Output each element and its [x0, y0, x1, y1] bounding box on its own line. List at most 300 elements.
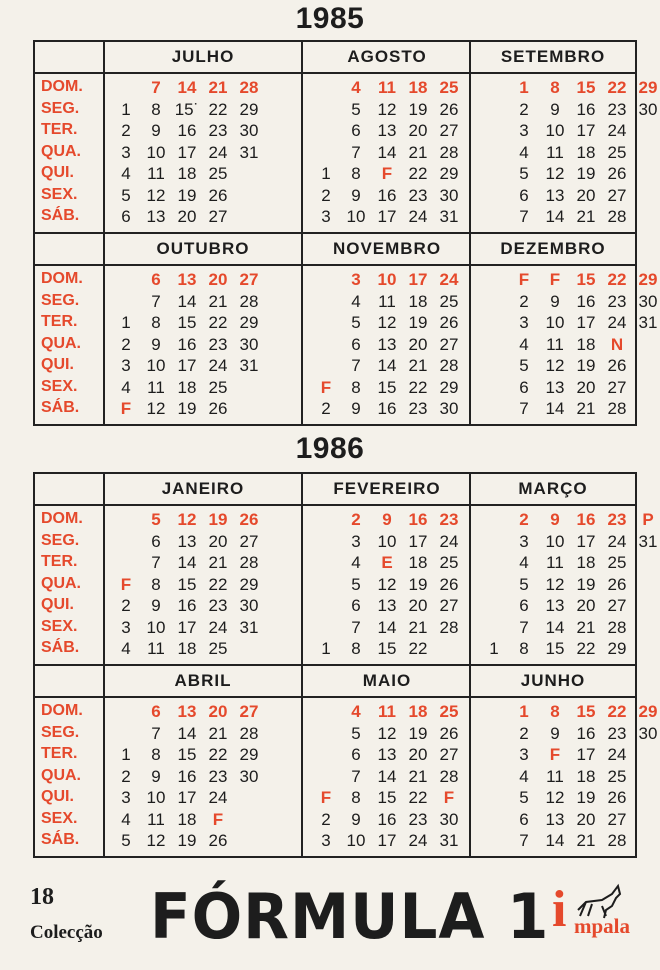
month-name: OUTUBRO: [156, 239, 250, 258]
calendar-day: 13: [377, 121, 397, 140]
calendar-day: 18: [177, 377, 197, 397]
calendar-day: 13: [545, 809, 565, 829]
calendar-day: 29: [239, 574, 259, 594]
day-name-label: DOM.: [41, 78, 83, 95]
calendar-day: E: [381, 553, 393, 572]
calendar-day: F: [120, 574, 132, 594]
calendar-day: 5: [121, 185, 131, 205]
calendar-day: F: [320, 788, 332, 807]
calendar-day: 15: [177, 574, 197, 594]
month-name: ABRIL: [174, 671, 232, 690]
calendar-day: 20: [408, 745, 428, 764]
calendar-day: 14: [377, 617, 397, 637]
calendar-day: 20: [576, 809, 596, 829]
calendar-day: 6: [151, 531, 161, 551]
calendar-day: 10: [146, 788, 166, 807]
calendar-day: 19: [408, 574, 428, 594]
calendar-day: 18: [408, 702, 428, 721]
calendar-day: 25: [208, 639, 228, 658]
calendar-day: 3: [519, 745, 529, 764]
calendar-day: 12: [146, 399, 166, 418]
calendar-day: 12: [146, 185, 166, 205]
calendar-day: 13: [377, 596, 397, 615]
calendar-day: 10: [146, 617, 166, 637]
calendar-day: 21: [208, 78, 228, 97]
day-name-label: DOM.: [41, 702, 83, 719]
calendar-day: 20: [408, 334, 428, 354]
calendar-day: 8: [550, 78, 560, 97]
calendar-day: 24: [208, 617, 228, 637]
calendar-day: 8: [151, 313, 161, 332]
calendar-day: 18: [177, 164, 197, 183]
calendar-day: 24: [607, 313, 627, 332]
calendar-day: 17: [408, 270, 428, 289]
calendar-day: 2: [121, 334, 131, 354]
calendar-day: 1: [489, 639, 499, 658]
calendar-day: 12: [377, 313, 397, 332]
calendar-day: 2: [321, 809, 331, 829]
calendar-day: 23: [607, 99, 627, 119]
month-name: MARÇO: [518, 479, 588, 498]
calendar-day: 22: [408, 788, 428, 807]
calendar-day: 17: [377, 207, 397, 226]
calendar-day: 9: [550, 723, 560, 743]
calendar-day: 26: [607, 788, 627, 807]
month-block: [35, 42, 658, 232]
calendar-day: 8: [351, 377, 361, 397]
calendar-day: 10: [146, 356, 166, 375]
calendar-day: 11: [378, 78, 396, 97]
calendar-day: 28: [439, 356, 459, 375]
calendar-day: 6: [351, 121, 361, 140]
calendar-day: 30: [638, 99, 658, 119]
calendar-day: 2: [519, 99, 529, 119]
calendar-day: 12: [545, 574, 565, 594]
calendar-day: 8: [351, 639, 361, 658]
calendar-day: 7: [351, 766, 361, 786]
calendar-day: 7: [519, 831, 529, 850]
calendar-day: 24: [408, 207, 428, 226]
calendar-day: F: [549, 745, 561, 764]
calendar-day: 3: [321, 831, 331, 850]
calendar-day: 27: [208, 207, 228, 226]
calendar-day: 15: [576, 78, 596, 97]
calendar-day: 30: [239, 334, 259, 354]
calendar-day: 14: [177, 291, 197, 311]
calendar-day: 3: [121, 142, 131, 162]
calendar-day: 30: [439, 809, 459, 829]
calendar-day: 17: [177, 617, 197, 637]
calendar-day: 27: [439, 121, 459, 140]
calendar-day: 23: [208, 596, 228, 615]
calendar-day: 29: [607, 639, 627, 658]
calendar-day: 30: [439, 185, 459, 205]
calendar-day: 22: [408, 639, 428, 658]
calendar-day: 23: [408, 809, 428, 829]
calendar-day: 12: [545, 356, 565, 375]
year-heading: 1985: [295, 2, 365, 35]
calendar-day: 18: [408, 291, 428, 311]
calendar-day: 31: [439, 831, 459, 850]
calendar-day: 5: [519, 164, 529, 183]
calendar-day: 16: [177, 334, 197, 354]
calendar-day: 14: [545, 831, 565, 850]
calendar-day: 13: [177, 270, 197, 289]
calendar-day: 11: [147, 639, 165, 658]
calendar-day: 16: [408, 510, 428, 529]
month-name: JUNHO: [520, 671, 586, 690]
calendar-day: 25: [439, 291, 459, 311]
calendar-day: 24: [439, 270, 459, 289]
month-block: [35, 666, 658, 856]
calendar-day: 13: [377, 334, 397, 354]
calendar-day: 29: [439, 377, 459, 397]
calendar-day: N: [610, 334, 624, 354]
calendar-day: 9: [351, 399, 361, 418]
calendar-day: 19: [408, 723, 428, 743]
day-name-label: SÁB.: [41, 399, 80, 416]
day-name-label: SEX.: [41, 809, 78, 827]
calendar-day: 14: [545, 617, 565, 637]
calendar-day: 7: [151, 723, 161, 743]
calendar-day: 4: [519, 142, 529, 162]
calendar-day: 6: [519, 185, 529, 205]
calendar-day: 16: [377, 399, 397, 418]
calendar-day: 27: [439, 334, 459, 354]
calendar-day: 25: [439, 553, 459, 572]
day-name-label: TER.: [41, 745, 78, 762]
day-name-label: QUI.: [41, 356, 74, 373]
calendar-day: 19: [408, 313, 428, 332]
calendar-day: 31: [239, 356, 259, 375]
calendar-day: 14: [545, 399, 565, 418]
calendar-table: [33, 40, 658, 426]
calendar-day: 16: [576, 723, 596, 743]
calendar-day: 19: [177, 399, 197, 418]
calendar-day: 16: [576, 291, 596, 311]
calendar-day: 3: [519, 531, 529, 551]
calendar-day: 19: [576, 164, 596, 183]
calendar-day: 5: [519, 574, 529, 594]
calendar-day: 14: [377, 356, 397, 375]
day-name-label: DOM.: [41, 510, 83, 527]
calendar-day: 27: [439, 596, 459, 615]
calendar-day: 11: [546, 142, 564, 162]
calendar-day: 25: [439, 702, 459, 721]
calendar-day: 4: [351, 702, 361, 721]
calendar-day: 29: [239, 99, 259, 119]
calendar-day: 24: [208, 142, 228, 162]
calendar-day: 17: [377, 831, 397, 850]
calendar-day: 28: [607, 617, 627, 637]
calendar-day: 7: [151, 553, 161, 572]
calendar-day: 15: [177, 745, 197, 764]
calendar-day: 15: [177, 313, 197, 332]
calendar-day: 13: [177, 702, 197, 721]
calendar-day: 28: [239, 553, 259, 572]
calendar-day: 17: [576, 121, 596, 140]
calendar-day: 11: [378, 291, 396, 311]
calendar-day: 9: [351, 809, 361, 829]
day-name-label: SEX.: [41, 377, 78, 395]
calendar-day: 26: [239, 510, 259, 529]
calendar-day: 2: [351, 510, 361, 529]
impala-i-letter: i: [552, 881, 567, 938]
calendar-day: 22: [607, 270, 627, 289]
calendar-day: 31: [638, 531, 658, 551]
calendar-day: 8: [151, 574, 161, 594]
calendar-day: 29: [638, 78, 658, 97]
calendar-day: 5: [351, 99, 361, 119]
calendar-day: 22: [408, 377, 428, 397]
calendar-day: 31: [638, 313, 658, 332]
calendar-day: 6: [519, 809, 529, 829]
calendar-day: 24: [607, 745, 627, 764]
calendar-day: 4: [351, 78, 361, 97]
calendar-day: 19: [208, 510, 228, 529]
calendar-day: 15: [377, 377, 397, 397]
calendar-day: 10: [346, 207, 366, 226]
calendar-day: 26: [439, 313, 459, 332]
calendar-day: 28: [607, 399, 627, 418]
year-heading: 1986: [295, 432, 365, 465]
calendar-day: 21: [408, 356, 428, 375]
calendar-table: [33, 472, 658, 858]
calendar-day: 14: [545, 207, 565, 226]
calendar-day: 22: [408, 164, 428, 183]
calendar-day: 20: [576, 377, 596, 397]
calendar-day: 21: [408, 617, 428, 637]
calendar-day: 18: [576, 553, 596, 572]
calendar-day: 27: [607, 596, 627, 615]
calendar-day: 30: [239, 766, 259, 786]
calendar-day: F: [518, 270, 530, 289]
calendar-day: 24: [208, 788, 228, 807]
calendar-day: 25: [208, 164, 228, 183]
day-name-label: QUI.: [41, 788, 74, 805]
calendar-day: 27: [607, 185, 627, 205]
calendar-day: 10: [346, 831, 366, 850]
calendar-day: 29: [239, 313, 259, 332]
calendar-day: 25: [607, 553, 627, 572]
calendar-day: 6: [351, 334, 361, 354]
day-name-label: TER.: [41, 313, 78, 330]
calendar-day: 6: [519, 377, 529, 397]
calendar-day: 21: [576, 207, 596, 226]
calendar-day: 7: [519, 399, 529, 418]
calendar-day: 11: [546, 766, 564, 786]
day-name-label: SEG.: [41, 723, 80, 741]
calendar-day: 17: [177, 142, 197, 162]
calendar-day: 8: [351, 788, 361, 807]
calendar-day: 12: [177, 510, 197, 529]
calendar-day: 28: [607, 831, 627, 850]
calendar-day: 1: [519, 702, 529, 721]
day-name-label: SÁB.: [41, 207, 80, 224]
calendar-day: 4: [519, 553, 529, 572]
calendar-day: 16: [576, 99, 596, 119]
calendar-day: 13: [146, 207, 166, 226]
calendar-day: 30: [638, 723, 658, 743]
calendar-day: 17: [576, 745, 596, 764]
calendar-day: 9: [151, 334, 161, 354]
calendar-day: 1: [121, 313, 131, 332]
month-block: [35, 234, 658, 424]
day-name-label: QUI.: [41, 596, 74, 613]
calendar-day: 16: [177, 121, 197, 140]
calendar-day: 18: [576, 334, 596, 354]
calendar-day: 29: [638, 270, 658, 289]
calendar-day: 11: [546, 334, 564, 354]
calendar-day: 17: [576, 313, 596, 332]
calendar-day: 5: [519, 788, 529, 807]
calendar-day: 15: [377, 788, 397, 807]
calendar-day: 23: [208, 121, 228, 140]
calendar-day: 26: [208, 185, 228, 205]
calendar-day: 14: [377, 142, 397, 162]
calendar-day: 3: [121, 356, 131, 375]
calendar-day: 23: [607, 510, 627, 529]
calendar-day: 13: [545, 185, 565, 205]
calendar-day: 6: [121, 207, 131, 226]
calendar-day: 10: [545, 313, 565, 332]
calendar-day: 20: [408, 596, 428, 615]
calendar-day: 20: [208, 702, 228, 721]
calendar-day: 23: [607, 723, 627, 743]
calendar-day: 20: [576, 596, 596, 615]
calendar-day: 19: [576, 356, 596, 375]
month-name: AGOSTO: [347, 47, 427, 66]
month-name: JANEIRO: [161, 479, 245, 498]
month-name: SETEMBRO: [500, 47, 606, 66]
day-name-label: QUA.: [41, 142, 81, 160]
calendar-day: 9: [151, 596, 161, 615]
calendar-day: 20: [208, 531, 228, 551]
calendar-day: 14: [177, 553, 197, 572]
day-name-label: SEG.: [41, 291, 80, 309]
month-name: FEVEREIRO: [333, 479, 441, 498]
calendar-day: 15: [377, 639, 397, 658]
calendar-day: 26: [208, 399, 228, 418]
calendar-day: 13: [177, 531, 197, 551]
calendar-day: 16: [377, 809, 397, 829]
calendar-day: 22: [607, 78, 627, 97]
calendar-day: 10: [146, 142, 166, 162]
calendar-day: 21: [208, 291, 228, 311]
calendar-day: 27: [239, 702, 259, 721]
calendar-day: 29: [439, 164, 459, 183]
calendar-day: 18: [576, 766, 596, 786]
day-name-label: SEG.: [41, 99, 80, 117]
calendar-day: 24: [607, 531, 627, 551]
calendar-day: 27: [607, 377, 627, 397]
calendar-day: 25: [439, 78, 459, 97]
calendar-day: 19: [408, 99, 428, 119]
calendar-day: 14: [177, 78, 197, 97]
calendar-day: 20: [576, 185, 596, 205]
calendar-day: 26: [439, 99, 459, 119]
card-number: 18: [30, 884, 54, 910]
calendar-day: 27: [239, 270, 259, 289]
calendar-day: 18: [408, 78, 428, 97]
calendar-day: 24: [439, 531, 459, 551]
day-name-label: QUA.: [41, 574, 81, 592]
day-name-label: SEG.: [41, 531, 80, 549]
calendar-day: 25: [607, 142, 627, 162]
calendar-day: 10: [377, 531, 397, 551]
calendar-day: 2: [519, 291, 529, 311]
calendar-day: 27: [239, 531, 259, 551]
calendar-day: 8: [351, 164, 361, 183]
calendar-day: 15: [576, 702, 596, 721]
calendar-day: 22: [208, 745, 228, 764]
calendar-day: P: [642, 510, 654, 529]
month-name: DEZEMBRO: [500, 239, 606, 258]
day-name-label: QUA.: [41, 766, 81, 784]
calendar-day: 23: [208, 334, 228, 354]
impala-logo: [552, 880, 652, 950]
calendar-day: F: [120, 399, 132, 418]
calendar-day: 11: [147, 809, 165, 829]
calendar-day: 24: [607, 121, 627, 140]
calendar-day: 26: [439, 723, 459, 743]
day-name-label: SEX.: [41, 185, 78, 203]
calendar-day: 10: [377, 270, 397, 289]
calendar-day: 17: [576, 531, 596, 551]
formula1-title: FÓRMULA 1: [150, 880, 550, 953]
calendar-day: 7: [151, 291, 161, 311]
calendar-day: 4: [519, 334, 529, 354]
calendar-day: 2: [321, 399, 331, 418]
calendar-day: 28: [239, 291, 259, 311]
calendar-day: 28: [239, 723, 259, 743]
calendar-day: 19: [576, 574, 596, 594]
calendar-day: 16: [177, 766, 197, 786]
calendar-day: 11: [546, 553, 564, 572]
calendar-day: 8: [519, 639, 529, 658]
calendar-day: 6: [351, 745, 361, 764]
calendar-day: 27: [439, 745, 459, 764]
calendar-day: 2: [121, 121, 131, 140]
calendar-day: 1: [121, 99, 131, 119]
calendar-day: 17: [408, 531, 428, 551]
calendar-day: 18: [576, 142, 596, 162]
calendar-day: 22: [208, 574, 228, 594]
calendar-day: 5: [121, 831, 131, 850]
calendar-day: 19: [177, 831, 197, 850]
calendar-day: 7: [351, 142, 361, 162]
calendar-day: 21: [408, 142, 428, 162]
day-name-label: TER.: [41, 121, 78, 138]
calendar-day: 2: [519, 510, 529, 529]
calendar-day: 26: [607, 164, 627, 183]
calendar-day: 6: [151, 270, 161, 289]
day-name-label: SEX.: [41, 617, 78, 635]
calendar-day: 11: [147, 377, 165, 397]
collection-label: Colecção: [30, 922, 103, 943]
calendar-day: F: [381, 164, 393, 183]
calendar-day: 26: [208, 831, 228, 850]
calendar-day: 2: [321, 185, 331, 205]
calendar-day: 1: [121, 745, 131, 764]
calendar-day: 8: [151, 745, 161, 764]
calendar-day: 28: [439, 617, 459, 637]
calendar-day: 22: [208, 99, 228, 119]
calendar-day: 2: [121, 766, 131, 786]
month-block: [35, 474, 658, 664]
calendar-day: 1: [321, 639, 331, 658]
calendar-day: 30: [239, 596, 259, 615]
